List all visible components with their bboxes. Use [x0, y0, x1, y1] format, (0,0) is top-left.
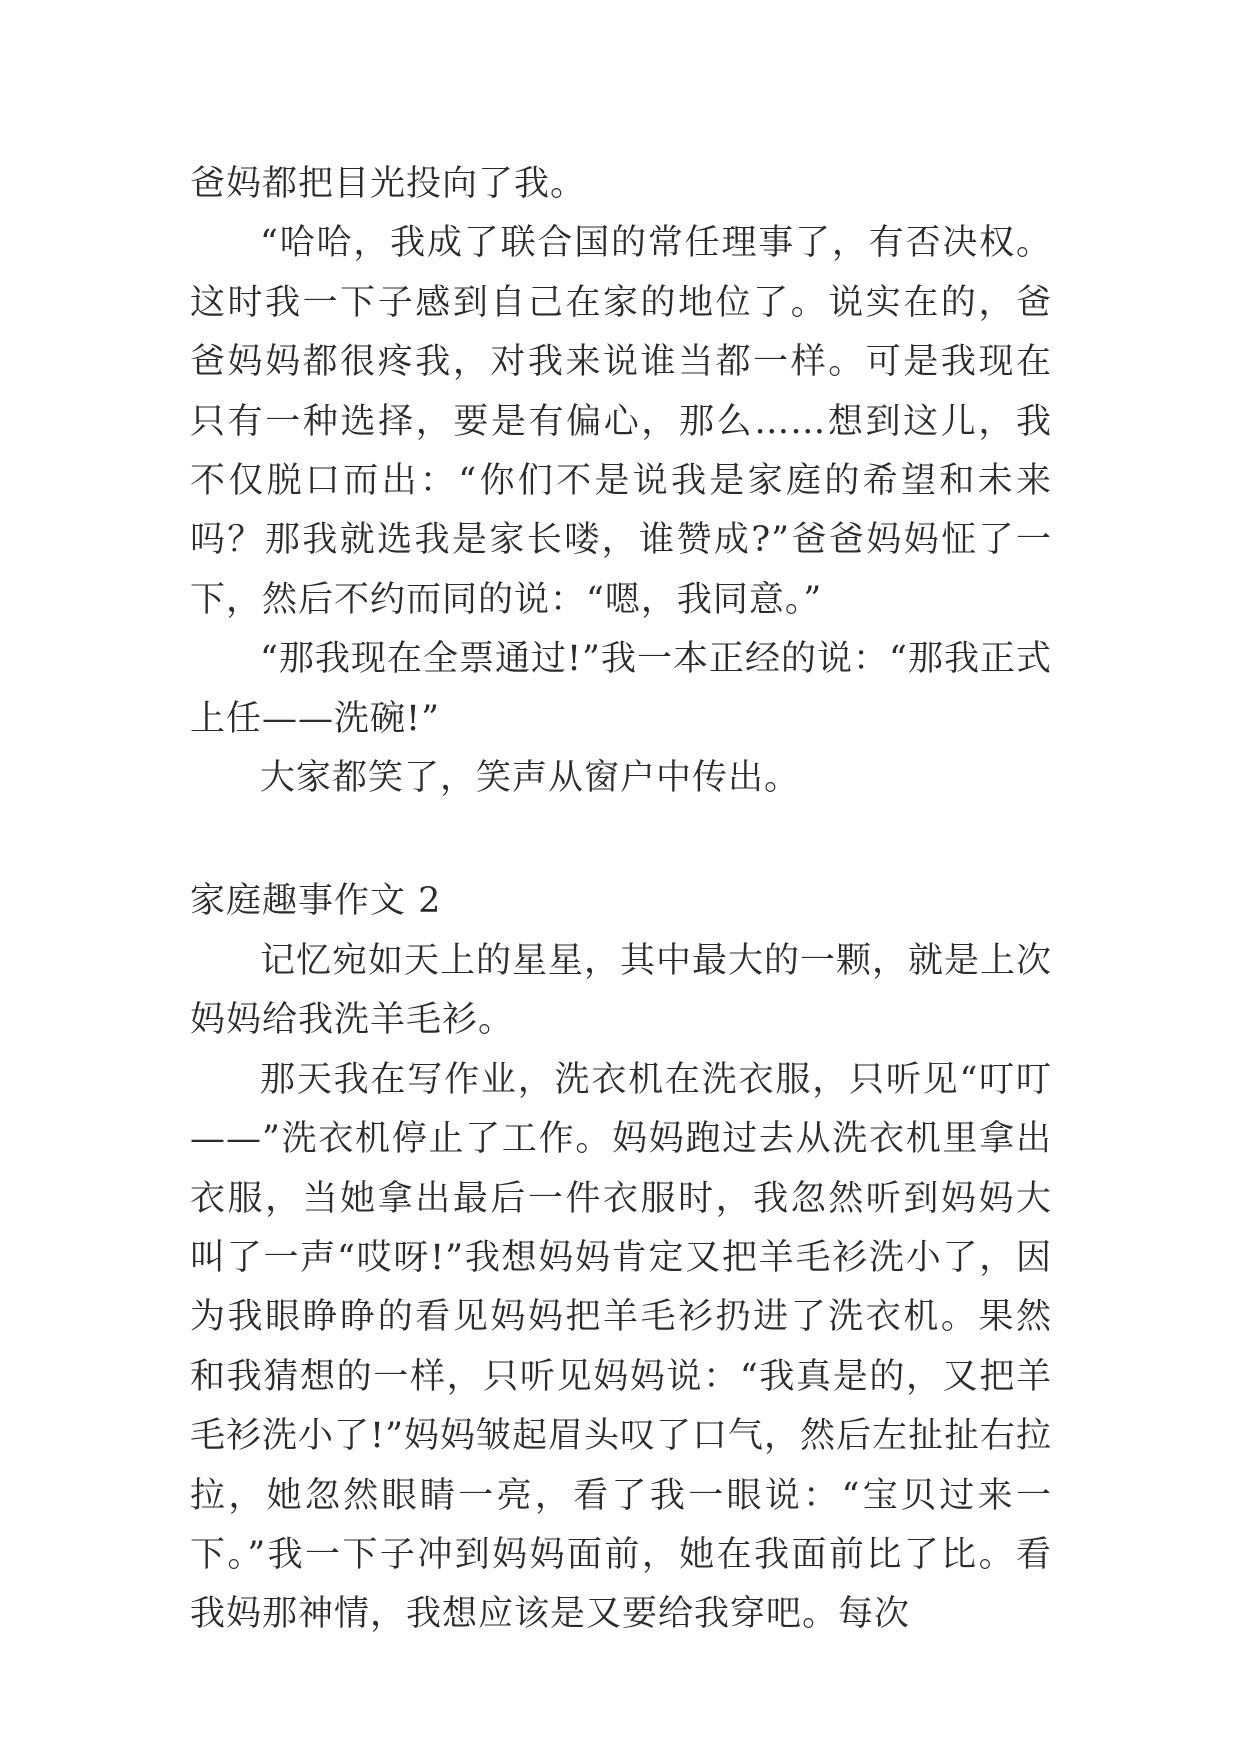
paragraph-laughter: 大家都笑了，笑声从窗户中传出。: [260, 758, 801, 799]
paragraph-vote: “那我现在全票通过!”我一本正经的说：“那我正式上任——洗碗!”: [190, 639, 1052, 739]
section-title: 家庭趣事作文 2: [190, 881, 442, 922]
document-body: [190, 155, 1052, 1645]
section-gap: [190, 808, 1052, 872]
paragraph-memory: 记忆宛如天上的星星，其中最大的一颗，就是上次妈妈给我洗羊毛衫。: [190, 940, 1053, 1041]
paragraph-veto: “哈哈，我成了联合国的常任理事了，有否决权。这时我一下子感到自己在家的地位了。说实在的，爸爸妈妈都很疼我，对我来说谁当都一样。可是我现在只有一种选择，要是有偏心，那么……想到这儿，我不仅脱口而出：“你们不是说我是家庭的希望和未来吗？那我就选我是家长喽，谁赞成?”爸爸妈妈怔了一下，然后不约而同的说：“嗯，我同意。”: [190, 223, 1052, 620]
paragraph-sweater: 那天我在写作业，洗衣机在洗衣服，只听见“叮叮——”洗衣机停止了工作。妈妈跑过去从洗衣机里拿出衣服，当她拿出最后一件衣服时，我忽然听到妈妈大叫了一声“哎呀!”我想妈妈肯定又把羊毛衫洗小了，因为我眼睁睁的看见妈妈把羊毛衫扔进了洗衣机。果然和我猜想的一样，只听见妈妈说：“我真是的，又把羊毛衫洗小了!”妈妈皱起眉头叹了口气，然后左扯扯右拉拉，她忽然眼睛一亮，看了我一眼说：“宝贝过来一下。”我一下子冲到妈妈面前，她在我面前比了比。看我妈那神情，我想应该是又要给我穿吧。每次: [190, 1059, 1052, 1635]
paragraph-continuation: 爸妈都把目光投向了我。: [190, 164, 587, 204]
